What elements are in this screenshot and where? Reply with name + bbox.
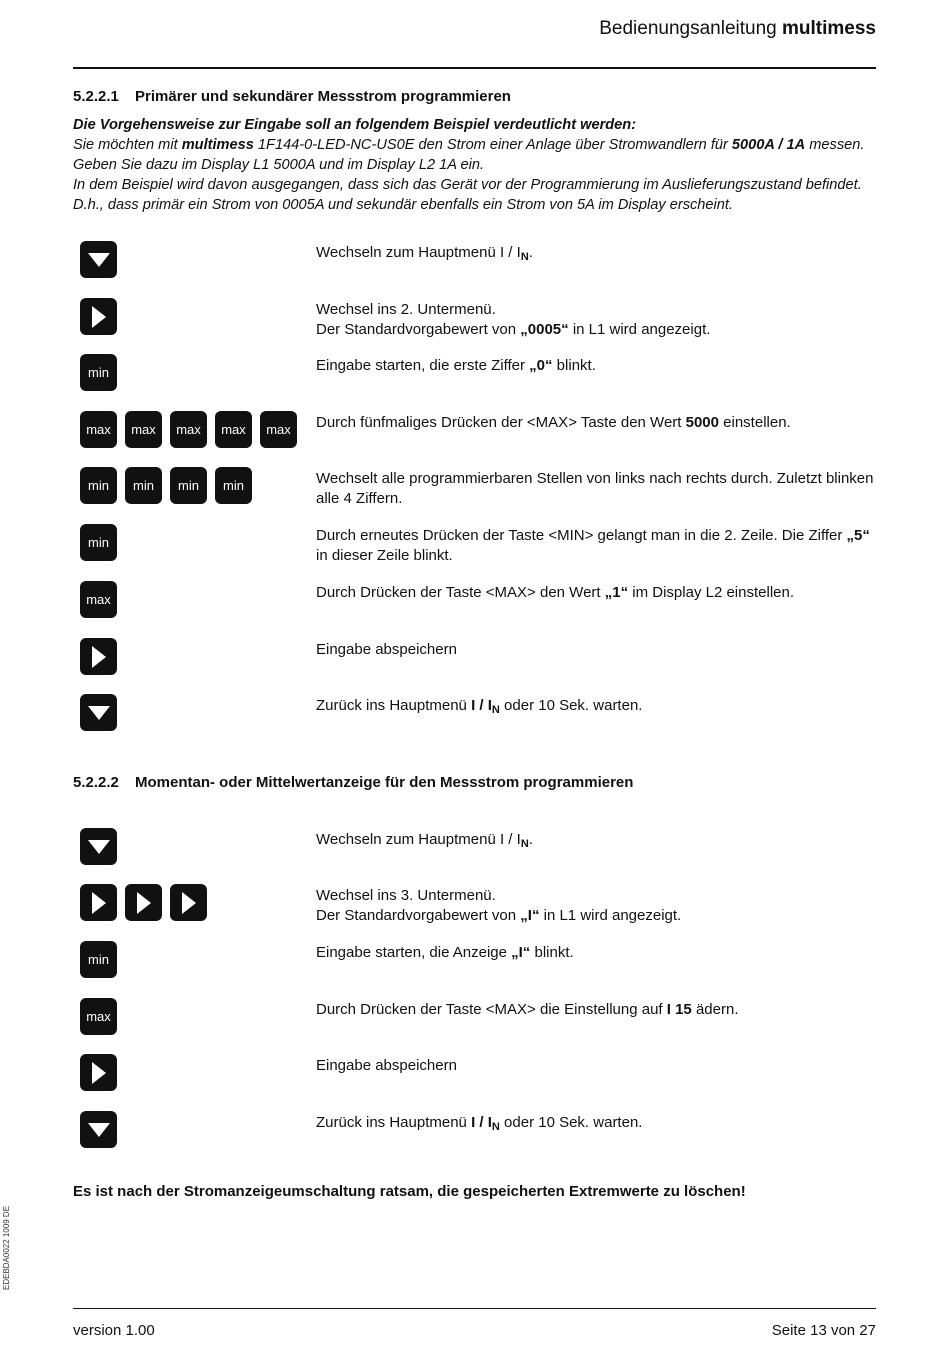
step-description: Zurück ins Hauptmenü I / $I_N$ oder 10 Sek. warten. [316, 1114, 643, 1133]
right-arrow-key[interactable] [80, 638, 117, 675]
intro-line-4: D.h., dass primär ein Strom von 0005A und sekundär ebenfalls ein Strom von 5A im Display erscheint. [73, 197, 734, 213]
max-key[interactable]: max [215, 411, 252, 448]
step-row [80, 828, 880, 884]
min-key[interactable]: min [80, 524, 117, 561]
max-key[interactable]: max [80, 998, 117, 1035]
step-description: Wechseln zum Hauptmenü I / $I_N$. [316, 831, 533, 850]
step-description: Eingabe abspeichern [316, 1057, 457, 1074]
step-description: Durch erneutes Drücken der Taste <MIN> gelangt man in die 2. Zeile. Die Ziffer „5“ in dieser Zeile blinkt. [316, 527, 870, 564]
header-title: Bedienungsanleitung [599, 18, 777, 39]
right-arrow-key[interactable] [80, 1054, 117, 1091]
step-row [80, 694, 880, 750]
down-arrow-key[interactable] [80, 828, 117, 865]
intro-line-1: Sie möchten mit multimess 1F144-0-LED-NC-US0E den Strom einer Anlage über Stromwandlern für 5000A / 1A messen. [73, 137, 865, 153]
right-arrow-key[interactable] [80, 884, 117, 921]
step-description: Durch Drücken der Taste <MAX> die Einstellung auf I 15 ädern. [316, 1001, 739, 1018]
max-key[interactable]: max [80, 411, 117, 448]
footer-divider [73, 1308, 876, 1309]
triangle-down-icon [88, 1123, 110, 1137]
min-key[interactable]: min [215, 467, 252, 504]
triangle-down-icon [88, 253, 110, 267]
right-arrow-key[interactable] [125, 884, 162, 921]
step-description: Zurück ins Hauptmenü I / $I_N$ oder 10 Sek. warten. [316, 697, 643, 716]
footer-version: version 1.00 [73, 1322, 155, 1339]
min-key[interactable]: min [80, 941, 117, 978]
document-header [599, 18, 876, 40]
document-code: EDEBDA0022 1009 DE [2, 1205, 11, 1290]
triangle-right-icon [182, 892, 196, 914]
triangle-right-icon [92, 306, 106, 328]
max-key[interactable]: max [170, 411, 207, 448]
section-heading-2 [73, 774, 633, 791]
min-key[interactable]: min [80, 354, 117, 391]
step-row [80, 998, 880, 1054]
step-row [80, 941, 880, 997]
min-key[interactable]: min [170, 467, 207, 504]
down-arrow-key[interactable] [80, 1111, 117, 1148]
triangle-right-icon [92, 892, 106, 914]
step-description: Wechselt alle programmierbaren Stellen von links nach rechts durch. Zuletzt blinken alle 4 Ziffern. [316, 470, 874, 507]
step-description: Durch fünfmaliges Drücken der <MAX> Taste den Wert 5000 einstellen. [316, 414, 791, 431]
section-number: 5.2.2.1 [73, 88, 119, 105]
max-key[interactable]: max [260, 411, 297, 448]
step-row [80, 1111, 880, 1167]
step-row [80, 411, 880, 467]
down-arrow-key[interactable] [80, 694, 117, 731]
step-description: Wechsel ins 2. Untermenü. Der Standardvorgabewert von „0005“ in L1 wird angezeigt. [316, 301, 711, 338]
section-title: Momentan- oder Mittelwertanzeige für den Messstrom programmieren [135, 774, 634, 791]
section-title: Primärer und sekundärer Messstrom programmieren [135, 88, 511, 105]
right-arrow-key[interactable] [170, 884, 207, 921]
step-row [80, 354, 880, 410]
intro-line-2: Geben Sie dazu im Display L1 5000A und im Display L2 1A ein. [73, 157, 485, 173]
triangle-right-icon [137, 892, 151, 914]
step-description: Durch Drücken der Taste <MAX> den Wert „1“ im Display L2 einstellen. [316, 584, 795, 601]
warning-note: Es ist nach der Stromanzeigeumschaltung ratsam, die gespeicherten Extremwerte zu löschen! [73, 1183, 746, 1200]
step-row [80, 884, 880, 940]
header-divider [73, 67, 876, 69]
step-row [80, 467, 880, 523]
min-key[interactable]: min [80, 467, 117, 504]
step-row [80, 638, 880, 694]
down-arrow-key[interactable] [80, 241, 117, 278]
step-row [80, 298, 880, 354]
step-description: Wechseln zum Hauptmenü I / $I_N$. [316, 244, 533, 263]
step-row [80, 241, 880, 297]
header-brand: multimess [782, 18, 876, 39]
step-row [80, 1054, 880, 1110]
triangle-right-icon [92, 646, 106, 668]
triangle-right-icon [92, 1062, 106, 1084]
step-row [80, 524, 880, 580]
footer-page-number: Seite 13 von 27 [771, 1322, 876, 1339]
step-row [80, 581, 880, 637]
section-heading-1 [73, 88, 511, 105]
right-arrow-key[interactable] [80, 298, 117, 335]
max-key[interactable]: max [80, 581, 117, 618]
intro-text [73, 115, 883, 215]
max-key[interactable]: max [125, 411, 162, 448]
triangle-down-icon [88, 706, 110, 720]
step-description: Wechsel ins 3. Untermenü. Der Standardvorgabewert von „I“ in L1 wird angezeigt. [316, 887, 682, 924]
intro-line-3: In dem Beispiel wird davon ausgegangen, dass sich das Gerät vor der Programmierung im Auslieferungszustand befindet. [73, 177, 862, 193]
step-description: Eingabe starten, die erste Ziffer „0“ blinkt. [316, 357, 596, 374]
section-number: 5.2.2.2 [73, 774, 119, 791]
triangle-down-icon [88, 840, 110, 854]
min-key[interactable]: min [125, 467, 162, 504]
step-description: Eingabe starten, die Anzeige „I“ blinkt. [316, 944, 574, 961]
step-description: Eingabe abspeichern [316, 641, 457, 658]
intro-heading: Die Vorgehensweise zur Eingabe soll an folgendem Beispiel verdeutlicht werden: [73, 117, 637, 133]
